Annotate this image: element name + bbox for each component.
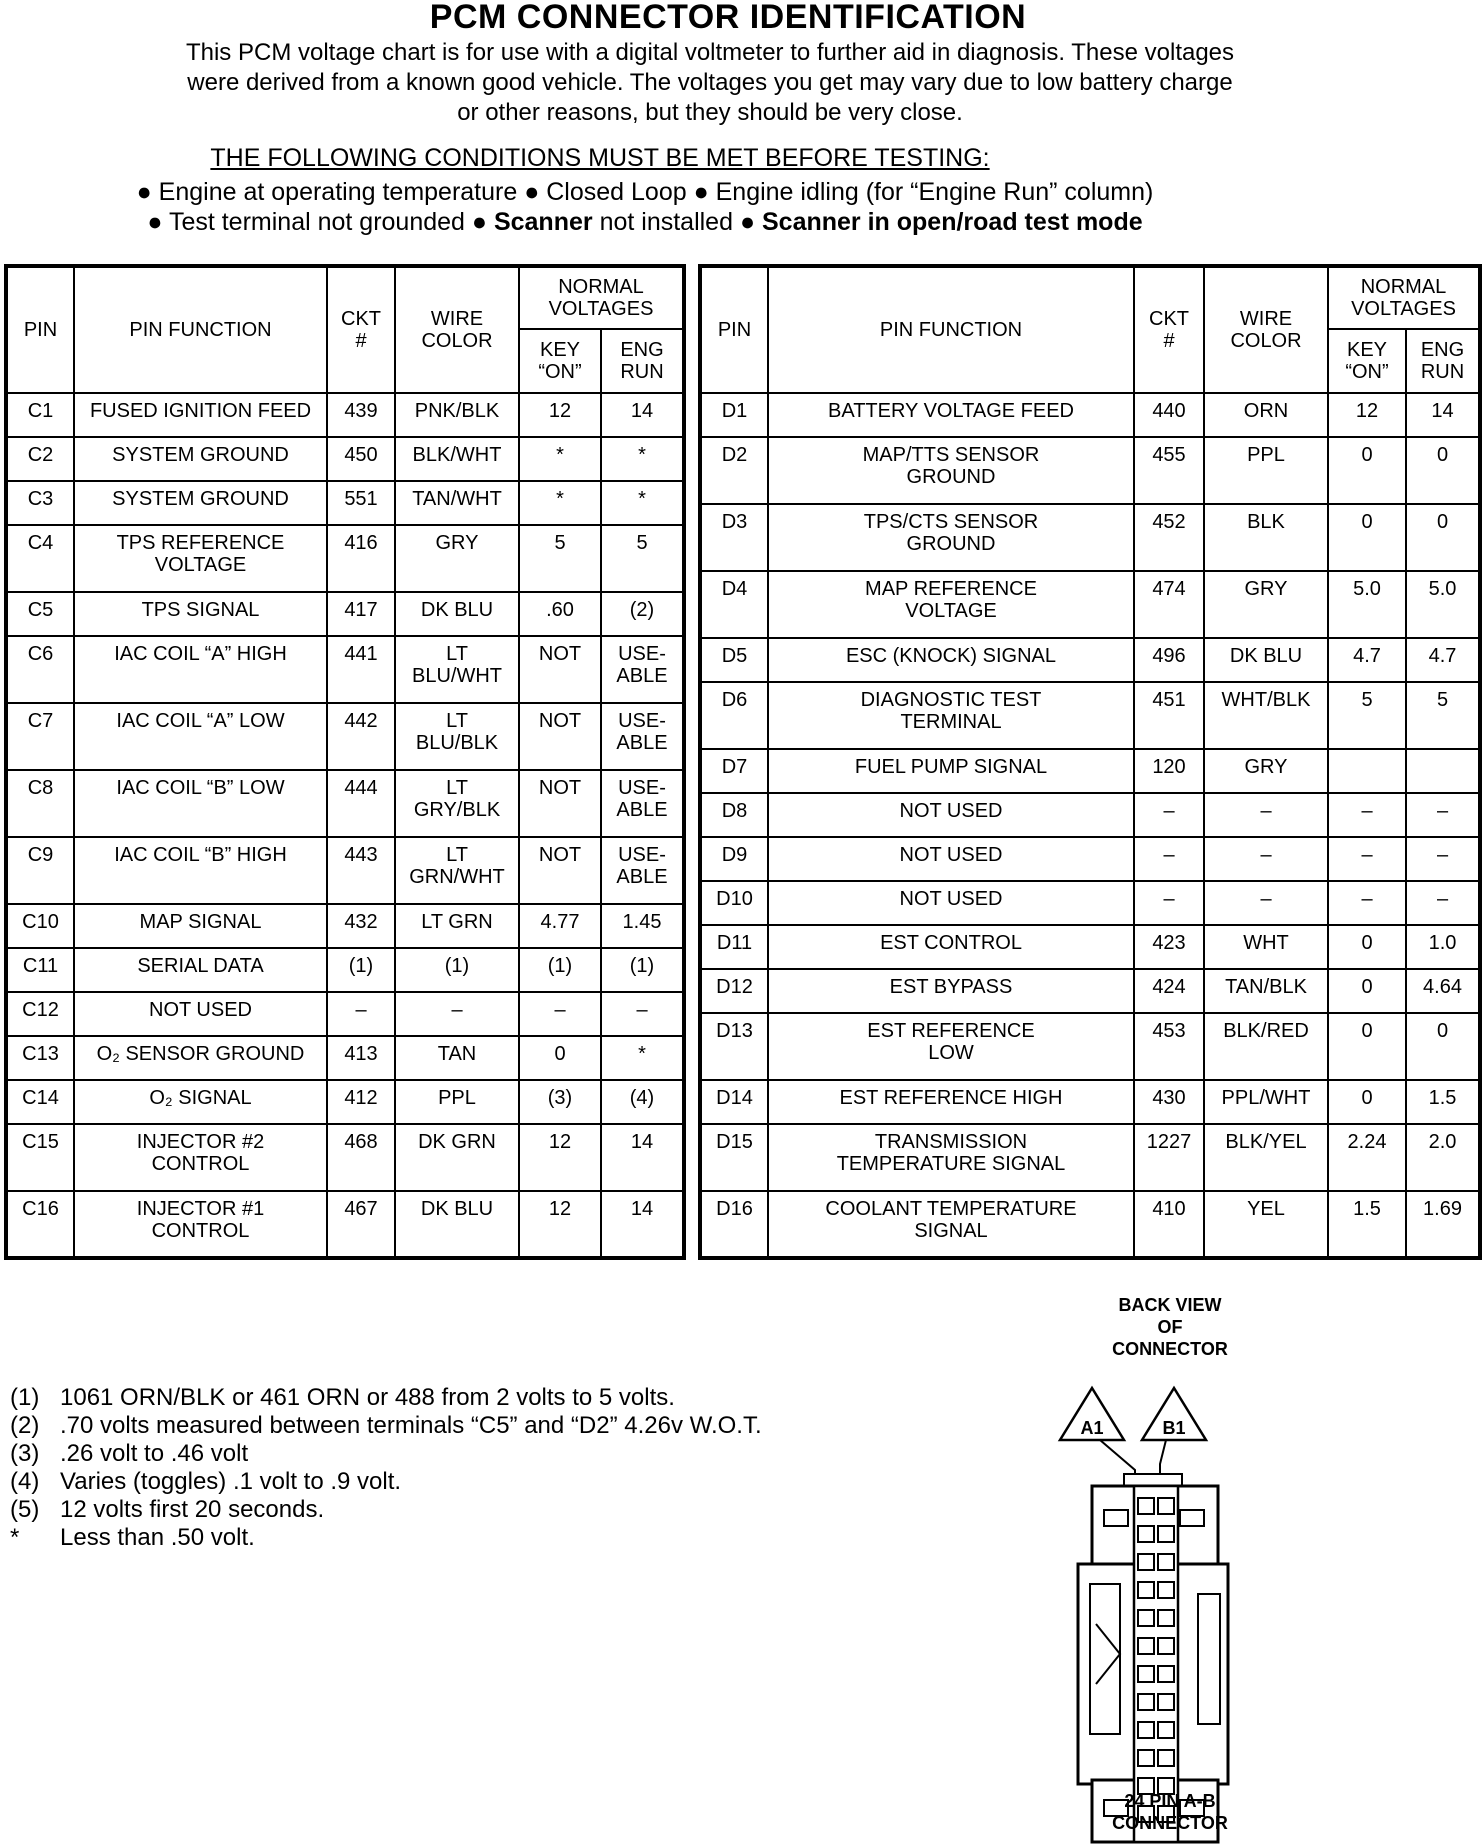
condition-text: not installed ● [592,208,762,236]
key-on-cell: (3) [519,1080,601,1124]
pin-cell: C6 [6,636,74,703]
header-eng-run: ENG RUN [601,329,684,393]
wire-color-cell: DK BLU [395,1191,519,1258]
header-key-on: KEY “ON” [1328,329,1406,393]
key-on-cell: 0 [519,1036,601,1080]
wire-color-cell: PNK/BLK [395,393,519,437]
key-on-cell [1328,749,1406,793]
footnote-text: Varies (toggles) .1 volt to .9 volt. [60,1468,402,1495]
wire-color-cell: LT BLU/WHT [395,636,519,703]
pin-cell: C7 [6,703,74,770]
header-normal-voltages: NORMAL VOLTAGES [519,266,684,329]
wire-color-cell: – [1204,837,1328,881]
key-on-cell: 0 [1328,1013,1406,1080]
ckt-cell: 417 [327,592,395,636]
key-on-cell: – [519,992,601,1036]
ckt-cell: 439 [327,393,395,437]
wire-color-cell: BLK/WHT [395,437,519,481]
b1-label: B1 [1162,1418,1186,1438]
key-on-cell: .60 [519,592,601,636]
ckt-cell: (1) [327,948,395,992]
wire-color-cell: GRY [395,525,519,592]
wire-color-cell: (1) [395,948,519,992]
eng-run-cell: 4.64 [1406,969,1480,1013]
footnote-key: (4) [10,1468,40,1495]
function-cell: IAC COIL “B” HIGH [74,837,327,904]
function-cell: SERIAL DATA [74,948,327,992]
eng-run-cell: USE- ABLE [601,636,684,703]
pin-cell: D2 [700,437,768,504]
footnote [10,1468,762,1496]
ckt-cell: 450 [327,437,395,481]
key-on-cell: NOT [519,703,601,770]
ckt-cell: 413 [327,1036,395,1080]
ckt-cell: 453 [1134,1013,1204,1080]
pin-cell: D11 [700,925,768,969]
pin-cell: C12 [6,992,74,1036]
wire-color-cell: TAN/WHT [395,481,519,525]
eng-run-cell: 5 [601,525,684,592]
eng-run-cell: (4) [601,1080,684,1124]
key-on-cell: 0 [1328,969,1406,1013]
function-cell: COOLANT TEMPERATURE SIGNAL [768,1191,1134,1258]
ckt-cell: 430 [1134,1080,1204,1124]
intro-paragraph [40,38,1380,128]
diagram-caption-top: BACK VIEW OF CONNECTOR [1112,1295,1228,1359]
function-cell: EST CONTROL [768,925,1134,969]
wire-color-cell: DK GRN [395,1124,519,1191]
table-row [6,525,684,592]
function-cell: IAC COIL “A” LOW [74,703,327,770]
condition-text: Scanner [493,208,593,236]
wire-color-cell: GRY [1204,749,1328,793]
eng-run-cell: 14 [1406,393,1480,437]
wire-color-cell: WHT/BLK [1204,682,1328,749]
d-connector-table [698,264,1482,1260]
ckt-cell: 551 [327,481,395,525]
function-cell: O₂ SIGNAL [74,1080,327,1124]
diagram-caption-bottom: 24 PIN A-B CONNECTOR [1112,1791,1228,1833]
ckt-cell: 468 [327,1124,395,1191]
footnote-text: 1061 ORN/BLK or 461 ORN or 488 from 2 volts to 5 volts. [60,1384,675,1411]
table-row [6,837,684,904]
ckt-cell: 440 [1134,393,1204,437]
pin-cell: C16 [6,1191,74,1258]
key-on-cell: 5.0 [1328,571,1406,638]
table-row [700,437,1480,504]
connector-pin [1138,1582,1154,1598]
table-row [6,1191,684,1258]
pin-cell: D3 [700,504,768,571]
function-cell: INJECTOR #1 CONTROL [74,1191,327,1258]
wire-color-cell: WHT [1204,925,1328,969]
pin-cell: D6 [700,682,768,749]
ckt-cell: 1227 [1134,1124,1204,1191]
table-row [700,682,1480,749]
pin-cell: C9 [6,837,74,904]
ckt-cell: 452 [1134,504,1204,571]
table-row [700,571,1480,638]
function-cell: MAP/TTS SENSOR GROUND [768,437,1134,504]
wire-color-cell: BLK/RED [1204,1013,1328,1080]
ckt-cell: 444 [327,770,395,837]
footnote-text: .26 volt to .46 volt [60,1440,249,1467]
footnote-text: 12 volts first 20 seconds. [60,1496,325,1523]
connector-pin [1158,1638,1174,1654]
connector-pin [1138,1526,1154,1542]
key-on-cell: 12 [519,393,601,437]
pin-cell: C10 [6,904,74,948]
key-on-cell: 0 [1328,437,1406,504]
eng-run-cell: 14 [601,1124,684,1191]
ckt-cell: 412 [327,1080,395,1124]
key-on-cell: – [1328,793,1406,837]
intro-line: This PCM voltage chart is for use with a digital voltmeter to further aid in diagnosis. These voltages [185,39,1235,66]
wire-color-cell: LT GRY/BLK [395,770,519,837]
key-on-cell: 5 [1328,682,1406,749]
header-normal-voltages: NORMAL VOLTAGES [1328,266,1480,329]
function-cell: DIAGNOSTIC TEST TERMINAL [768,682,1134,749]
function-cell: TPS/CTS SENSOR GROUND [768,504,1134,571]
key-on-cell: – [1328,837,1406,881]
ckt-cell: – [1134,881,1204,925]
key-on-cell: 2.24 [1328,1124,1406,1191]
eng-run-cell: 5 [1406,682,1480,749]
eng-run-cell: – [1406,881,1480,925]
table-row [6,481,684,525]
key-on-cell: 12 [1328,393,1406,437]
function-cell: EST REFERENCE LOW [768,1013,1134,1080]
function-cell: ESC (KNOCK) SIGNAL [768,638,1134,682]
connector-pin [1158,1666,1174,1682]
eng-run-cell: 1.5 [1406,1080,1480,1124]
eng-run-cell: 0 [1406,504,1480,571]
header-pin-function: PIN FUNCTION [74,266,327,393]
function-cell: EST BYPASS [768,969,1134,1013]
intro-line: were derived from a known good vehicle. The voltages you get may vary due to low battery charge [187,69,1233,96]
header-pin: PIN [6,266,74,393]
ckt-cell: 120 [1134,749,1204,793]
table-row [6,1124,684,1191]
key-on-cell: 4.7 [1328,638,1406,682]
wire-color-cell: GRY [1204,571,1328,638]
table-row [700,393,1480,437]
eng-run-cell: 14 [601,1191,684,1258]
connector-pin [1158,1498,1174,1514]
key-on-cell: 12 [519,1124,601,1191]
header-pin: PIN [700,266,768,393]
table-row [6,1080,684,1124]
connector-pin [1158,1750,1174,1766]
footnote [10,1384,762,1412]
wire-color-cell: – [1204,793,1328,837]
function-cell: SYSTEM GROUND [74,481,327,525]
header-ckt: CKT # [1134,266,1204,393]
table-row [6,1036,684,1080]
wire-color-cell: LT BLU/BLK [395,703,519,770]
pin-cell: C5 [6,592,74,636]
ckt-cell: – [1134,793,1204,837]
eng-run-cell: * [601,1036,684,1080]
wire-color-cell: TAN/BLK [1204,969,1328,1013]
eng-run-cell: USE- ABLE [601,703,684,770]
footnote-text: Less than .50 volt. [60,1524,255,1551]
pin-cell: D5 [700,638,768,682]
pin-cell: D4 [700,571,768,638]
connector-pin [1138,1610,1154,1626]
c-connector-table [4,264,686,1260]
footnote-key: (5) [10,1496,40,1523]
footnote [10,1440,762,1468]
header-eng-run: ENG RUN [1406,329,1480,393]
wire-color-cell: LT GRN/WHT [395,837,519,904]
eng-run-cell: – [1406,837,1480,881]
ckt-cell: 416 [327,525,395,592]
eng-run-cell: – [601,992,684,1036]
function-cell: INJECTOR #2 CONTROL [74,1124,327,1191]
header-wire-color: WIRE COLOR [395,266,519,393]
footnote [10,1524,762,1552]
pin-cell: C11 [6,948,74,992]
condition-text: ● Test terminal not grounded ● [147,208,494,236]
function-cell: IAC COIL “B” LOW [74,770,327,837]
ckt-cell: 410 [1134,1191,1204,1258]
eng-run-cell: 4.7 [1406,638,1480,682]
connector-pin [1138,1750,1154,1766]
function-cell: SYSTEM GROUND [74,437,327,481]
header-key-on: KEY “ON” [519,329,601,393]
footnote [10,1412,762,1440]
connector-pin [1158,1526,1174,1542]
wire-color-cell: DK BLU [1204,638,1328,682]
key-on-cell: 0 [1328,1080,1406,1124]
connector-pin [1138,1638,1154,1654]
eng-run-cell: USE- ABLE [601,837,684,904]
d-table-body [700,393,1480,1258]
pin-cell: C3 [6,481,74,525]
function-cell: MAP SIGNAL [74,904,327,948]
ckt-cell: 443 [327,837,395,904]
footnotes [10,1384,762,1552]
footnote-key: (2) [10,1412,40,1439]
pin-cell: C4 [6,525,74,592]
wire-color-cell: PPL [395,1080,519,1124]
a1-label: A1 [1080,1418,1104,1438]
footnote-key: (1) [10,1384,40,1411]
eng-run-cell: – [1406,793,1480,837]
eng-run-cell: (2) [601,592,684,636]
pin-cell: C15 [6,1124,74,1191]
pin-cell: C13 [6,1036,74,1080]
ckt-cell: 467 [327,1191,395,1258]
eng-run-cell: 1.45 [601,904,684,948]
eng-run-cell: 0 [1406,1013,1480,1080]
eng-run-cell: 1.0 [1406,925,1480,969]
function-cell: MAP REFERENCE VOLTAGE [768,571,1134,638]
key-on-cell: – [1328,881,1406,925]
key-on-cell: NOT [519,770,601,837]
pin-cell: C1 [6,393,74,437]
wire-color-cell: TAN [395,1036,519,1080]
pin-cell: C14 [6,1080,74,1124]
table-row [700,793,1480,837]
connector-pin [1158,1722,1174,1738]
eng-run-cell: 2.0 [1406,1124,1480,1191]
connector-pin [1158,1694,1174,1710]
ckt-cell: 432 [327,904,395,948]
pin-cell: D7 [700,749,768,793]
header-pin-function: PIN FUNCTION [768,266,1134,393]
eng-run-cell: 0 [1406,437,1480,504]
ckt-cell: 441 [327,636,395,703]
page-title: PCM CONNECTOR IDENTIFICATION [429,0,1027,36]
table-row [6,393,684,437]
pin-cell: D14 [700,1080,768,1124]
connector-pin [1138,1554,1154,1570]
wire-color-cell: PPL/WHT [1204,1080,1328,1124]
pin-cell: C8 [6,770,74,837]
pin-cell: D16 [700,1191,768,1258]
pin-cell: D9 [700,837,768,881]
function-cell: NOT USED [768,881,1134,925]
wire-color-cell: DK BLU [395,592,519,636]
table-row [6,904,684,948]
footnote-key: * [10,1524,20,1551]
function-cell: O₂ SENSOR GROUND [74,1036,327,1080]
key-on-cell: 1.5 [1328,1191,1406,1258]
condition-text: Scanner in open/road test mode [762,208,1143,236]
pin-cell: C2 [6,437,74,481]
ckt-cell: – [327,992,395,1036]
pin-cell: D1 [700,393,768,437]
wire-color-cell: – [1204,881,1328,925]
eng-run-cell: * [601,481,684,525]
key-on-cell: 0 [1328,925,1406,969]
table-row [700,925,1480,969]
wire-color-cell: ORN [1204,393,1328,437]
eng-run-cell: 14 [601,393,684,437]
key-on-cell: NOT [519,837,601,904]
pin-cell: D10 [700,881,768,925]
function-cell: EST REFERENCE HIGH [768,1080,1134,1124]
connector-pin [1158,1582,1174,1598]
key-on-cell: 0 [1328,504,1406,571]
key-on-cell: NOT [519,636,601,703]
pin-cell: D13 [700,1013,768,1080]
ckt-cell: 455 [1134,437,1204,504]
table-row [700,837,1480,881]
function-cell: NOT USED [768,793,1134,837]
table-row [6,992,684,1036]
function-cell: TRANSMISSION TEMPERATURE SIGNAL [768,1124,1134,1191]
eng-run-cell: 5.0 [1406,571,1480,638]
key-on-cell: (1) [519,948,601,992]
function-cell: IAC COIL “A” HIGH [74,636,327,703]
key-on-cell: * [519,481,601,525]
footnote [10,1496,762,1524]
ckt-cell: 474 [1134,571,1204,638]
function-cell: BATTERY VOLTAGE FEED [768,393,1134,437]
eng-run-cell: (1) [601,948,684,992]
table-row [6,948,684,992]
table-row [700,504,1480,571]
function-cell: FUEL PUMP SIGNAL [768,749,1134,793]
intro-line: or other reasons, but they should be very close. [457,99,963,126]
pin-cell: D8 [700,793,768,837]
wire-color-cell: – [395,992,519,1036]
table-row [700,881,1480,925]
table-row [6,636,684,703]
table-row [6,437,684,481]
table-row [700,1080,1480,1124]
function-cell: NOT USED [768,837,1134,881]
ckt-cell: 496 [1134,638,1204,682]
connector-pin [1158,1554,1174,1570]
pin-cell: D15 [700,1124,768,1191]
key-on-cell: 4.77 [519,904,601,948]
wire-color-cell: BLK [1204,504,1328,571]
ckt-cell: 451 [1134,682,1204,749]
function-cell: FUSED IGNITION FEED [74,393,327,437]
ckt-cell: 423 [1134,925,1204,969]
table-row [700,749,1480,793]
table-row [700,1013,1480,1080]
wire-color-cell: YEL [1204,1191,1328,1258]
footnote-text: .70 volts measured between terminals “C5” and “D2” 4.26v W.O.T. [60,1412,762,1439]
key-on-cell: * [519,437,601,481]
eng-run-cell: USE- ABLE [601,770,684,837]
ckt-cell: 442 [327,703,395,770]
key-on-cell: 5 [519,525,601,592]
connector-pin [1138,1666,1154,1682]
table-row [700,969,1480,1013]
table-row [6,770,684,837]
header-ckt: CKT # [327,266,395,393]
connector-diagram [1040,1294,1300,1834]
table-row [700,1124,1480,1191]
conditions-line-1: ● Engine at operating temperature ● Closed Loop ● Engine idling (for “Engine Run” column) [136,178,1154,206]
table-row [700,638,1480,682]
connector-pin [1158,1610,1174,1626]
connector-pin [1138,1498,1154,1514]
eng-run-cell [1406,749,1480,793]
table-row [700,1191,1480,1258]
header-wire-color: WIRE COLOR [1204,266,1328,393]
connector-drawing [1040,1374,1300,1844]
function-cell: TPS REFERENCE VOLTAGE [74,525,327,592]
table-row [6,703,684,770]
pin-cell: D12 [700,969,768,1013]
connector-pin [1138,1694,1154,1710]
connector-pin [1138,1722,1154,1738]
table-row [6,592,684,636]
eng-run-cell: 1.69 [1406,1191,1480,1258]
wire-color-cell: BLK/YEL [1204,1124,1328,1191]
ckt-cell: – [1134,837,1204,881]
ckt-cell: 424 [1134,969,1204,1013]
key-on-cell: 12 [519,1191,601,1258]
function-cell: TPS SIGNAL [74,592,327,636]
footnote-key: (3) [10,1440,40,1467]
conditions-heading: THE FOLLOWING CONDITIONS MUST BE MET BEFORE TESTING: [210,144,990,172]
c-table-body [6,393,684,1258]
function-cell: NOT USED [74,992,327,1036]
eng-run-cell: * [601,437,684,481]
conditions-line-2 [0,207,1290,237]
wire-color-cell: PPL [1204,437,1328,504]
wire-color-cell: LT GRN [395,904,519,948]
